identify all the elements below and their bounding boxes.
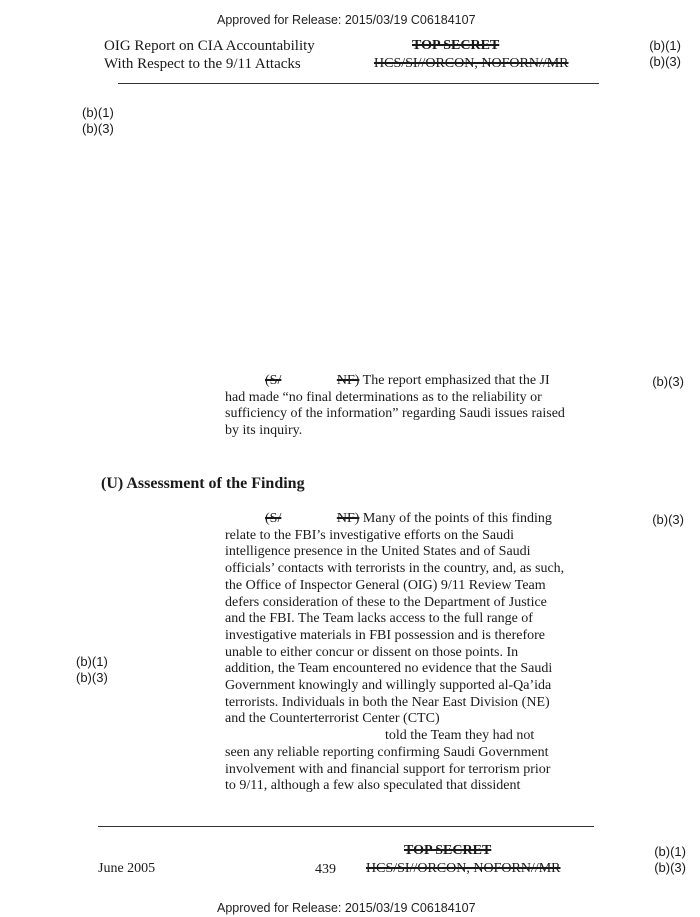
paragraph-2-line: and the FBI. The Team lacks access to the full range of <box>225 611 533 627</box>
paragraph-2-exemption: (b)(3) <box>652 512 684 527</box>
release-banner-top: Approved for Release: 2015/03/19 C06184107 <box>217 13 476 27</box>
header-classification-line2: HCS/SI//ORCON, NOFORN//MR <box>374 56 569 71</box>
page-number: 439 <box>315 862 336 877</box>
release-banner-bottom: Approved for Release: 2015/03/19 C06184107 <box>217 901 476 915</box>
header-classification-line1: TOP SECRET <box>412 38 500 53</box>
footer-classification-line1: TOP SECRET <box>404 843 492 858</box>
header-exemptions <box>649 38 681 70</box>
paragraph-2-line: involvement with and financial support for terrorism prior <box>225 761 551 777</box>
paragraph-2-line: relate to the FBI’s investigative efforts on the Saudi <box>225 527 515 543</box>
left-exemptions-mid <box>76 654 108 686</box>
footer-exemption-2: (b)(3) <box>654 860 686 875</box>
header-exemption-2: (b)(3) <box>649 54 681 69</box>
left-exemption-mid-1: (b)(1) <box>76 654 108 669</box>
paragraph-1-first-line: The report emphasized that the JI <box>362 373 550 388</box>
footer-date: June 2005 <box>98 861 156 876</box>
section-heading: (U) Assessment of the Finding <box>101 475 305 492</box>
paragraph-2-line: intelligence presence in the United States and of Saudi <box>225 544 531 560</box>
classification-marking-open: (S/ <box>265 511 282 526</box>
left-exemption-top-1: (b)(1) <box>82 105 114 120</box>
paragraph-2-line: the Office of Inspector General (OIG) 9/11 Review Team <box>225 577 546 593</box>
paragraph-2-line: terrorists. Individuals in both the Near East Division (NE) <box>225 694 550 710</box>
left-exemption-mid-2: (b)(3) <box>76 670 108 685</box>
paragraph-1-line: by its inquiry. <box>225 423 303 439</box>
classification-marking-close: NF) <box>336 511 360 526</box>
paragraph-2-line: investigative materials in FBI possession and is therefore <box>225 627 545 643</box>
paragraph-2-first-line: Many of the points of this finding <box>362 511 552 526</box>
header-title-line1: OIG Report on CIA Accountability <box>104 38 315 54</box>
paragraph-2-indented-line: told the Team they had not <box>385 728 535 744</box>
paragraph-2-line: unable to either concur or dissent on those points. In <box>225 644 519 660</box>
left-exemption-top-2: (b)(3) <box>82 121 114 136</box>
left-exemptions-top <box>82 105 114 137</box>
footer-rule <box>98 826 594 827</box>
paragraph-2-line: and the Counterterrorist Center (CTC) <box>225 711 440 727</box>
header-title-line2: With Respect to the 9/11 Attacks <box>104 56 301 72</box>
footer-exemption-1: (b)(1) <box>654 844 686 859</box>
paragraph-2-line: addition, the Team encountered no evidence that the Saudi <box>225 661 553 677</box>
footer-classification-line2: HCS/SI//ORCON, NOFORN//MR <box>366 861 561 876</box>
paragraph-2-line: to 9/11, although a few also speculated that dissident <box>225 778 521 794</box>
classification-marking-open: (S/ <box>265 373 282 388</box>
paragraph-2-line: Government knowingly and willingly supported al-Qa’ida <box>225 678 552 694</box>
paragraph-1-line: had made “no final determinations as to the reliability or <box>225 389 542 405</box>
header-title <box>104 37 315 73</box>
paragraph-2-line: officials’ contacts with terrorists in the country, and, as such, <box>225 561 565 577</box>
paragraph-2 <box>225 511 605 795</box>
footer-exemptions <box>654 844 686 876</box>
header-rule <box>118 83 599 84</box>
header-exemption-1: (b)(1) <box>649 38 681 53</box>
paragraph-2-line: seen any reliable reporting confirming Saudi Government <box>225 744 549 760</box>
classification-marking-close: NF) <box>336 373 360 388</box>
paragraph-1-line: sufficiency of the information” regarding Saudi issues raised <box>225 406 565 422</box>
paragraph-1-exemption: (b)(3) <box>652 374 684 389</box>
paragraph-2-line: defers consideration of these to the Department of Justice <box>225 594 547 610</box>
paragraph-1 <box>225 373 605 440</box>
